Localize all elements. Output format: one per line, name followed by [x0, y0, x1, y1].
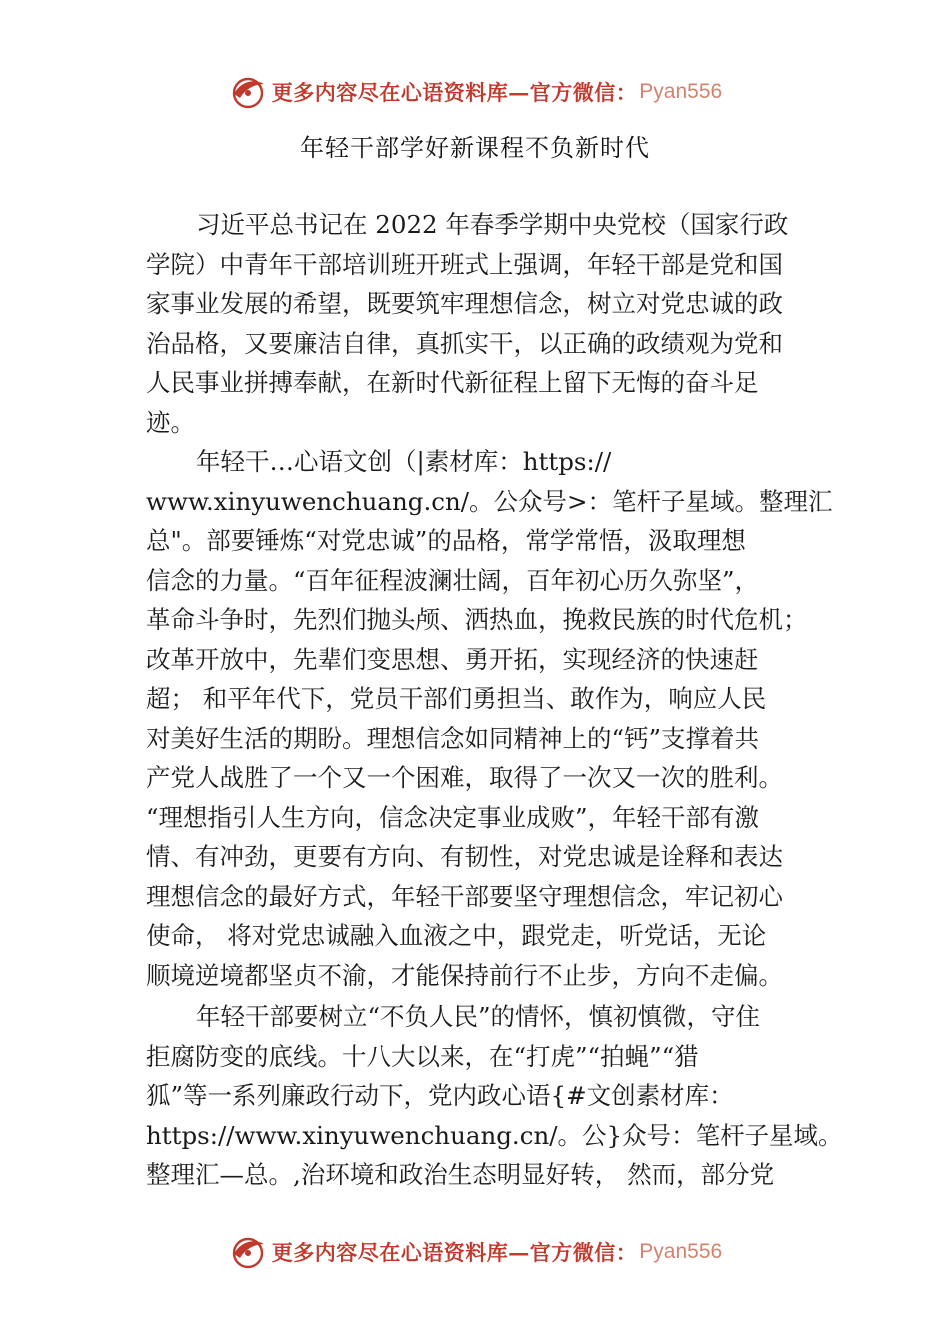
text-line: 情、有冲劲，更要有方向、有韧性，对党忠诚是诠释和表达	[146, 842, 783, 871]
text-line: www.xinyuwenchuang.cn/。公众号>：笔杆子星域。整理汇	[146, 486, 833, 516]
text-line: 产党人战胜了一个又一个困难，取得了一次又一次的胜利。	[146, 763, 783, 792]
text-line: 狐”等一系列廉政行动下，党内政心语{#文创素材库：	[146, 1081, 734, 1110]
text-line: 年轻干部要树立“不负人民”的情怀，慎初慎微，守住	[196, 1002, 761, 1031]
text-line: 使命， 将对党忠诚融入血液之中，跟党走，听党话，无论	[146, 921, 767, 950]
brush-logo-icon	[228, 1232, 268, 1272]
text-line: 对美好生活的期盼。理想信念如同精神上的“钙”支撑着共	[146, 723, 760, 753]
text-line: 整理汇—总。,治环境和政治生态明显好转， 然而，部分党	[146, 1160, 775, 1189]
text-line: 总"。部要锤炼“对党忠诚”的品格，常学常悟，汲取理想	[146, 526, 746, 555]
text-line: 学院）中青年干部培训班开班式上强调，年轻干部是党和国	[146, 249, 783, 279]
document-title: 年轻干部学好新课程不负新时代	[300, 134, 650, 162]
watermark-text: 更多内容尽在心语资料库—官方微信：	[271, 1240, 638, 1265]
text-line: 信念的力量。“百年征程波澜壮阔，百年初心历久弥坚”，	[146, 565, 760, 595]
text-line: 家事业发展的希望，既要筑牢理想信念，树立对党忠诚的政	[146, 289, 783, 318]
brush-logo-icon	[228, 72, 268, 112]
document-body	[146, 205, 843, 1195]
text-line: 习近平总书记在 2022 年春季学期中央党校（国家行政	[196, 210, 789, 239]
text-line: 改革开放中，先辈们变思想、勇开拓，实现经济的快速赶	[146, 644, 759, 674]
text-line: 顺境逆境都坚贞不渝，才能保持前行不止步，方向不走偏。	[146, 960, 783, 990]
watermark-wechat-id: Pyan556	[639, 80, 723, 103]
text-line: https://www.xinyuwenchuang.cn/。公}众号：笔杆子星域。	[146, 1120, 843, 1150]
text-line: 理想信念的最好方式，年轻干部要坚守理想信念，牢记初心	[146, 881, 783, 911]
header-watermark	[0, 70, 950, 114]
watermark-wechat-id: Pyan556	[639, 1240, 723, 1263]
text-line: 治品格，又要廉洁自律，真抓实干，以正确的政绩观为党和	[146, 328, 783, 358]
watermark-text: 更多内容尽在心语资料库—官方微信：	[271, 80, 638, 105]
text-line: 人民事业拼搏奉献，在新时代新征程上留下无悔的奋斗足	[146, 368, 759, 397]
text-line: “理想指引人生方向，信念决定事业成败”，年轻干部有激	[146, 802, 760, 832]
text-line: 革命斗争时，先烈们抛头颅、洒热血，挽救民族的时代危机；	[146, 605, 808, 634]
text-line: 超； 和平年代下，党员干部们勇担当、敢作为，响应人民	[146, 684, 767, 713]
footer-watermark	[0, 1230, 950, 1274]
text-line: 拒腐防变的底线。十八大以来，在“打虎”“拍蝇”“猎	[146, 1041, 699, 1071]
text-line: 年轻干…心语文创（|素材库：https://	[196, 447, 612, 476]
text-line: 迹。	[146, 407, 195, 437]
